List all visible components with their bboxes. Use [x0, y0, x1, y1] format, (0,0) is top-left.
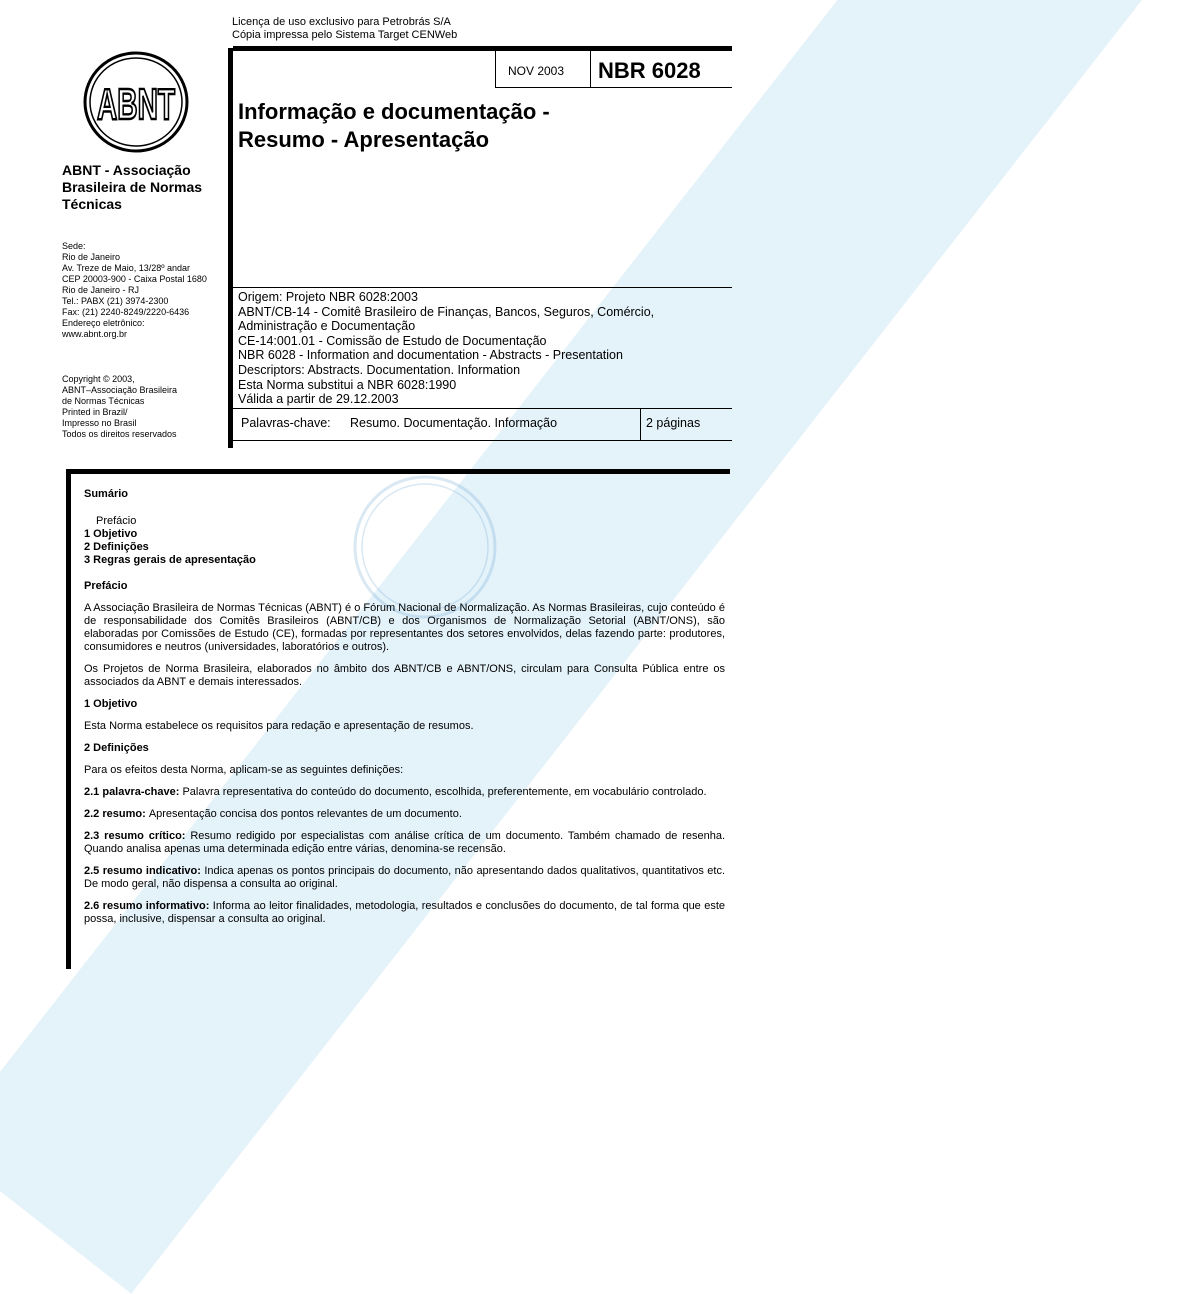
left-frame-bar — [228, 48, 233, 448]
top-frame-bar — [233, 46, 732, 51]
definition-term: 2.1 palavra-chave: — [84, 786, 183, 798]
standard-code: NBR 6028 — [598, 58, 701, 83]
definition-item — [84, 808, 725, 821]
origin-block — [238, 290, 728, 407]
address-line: Sede: — [62, 241, 86, 251]
definition-term: 2.3 resumo crítico: — [84, 830, 191, 842]
definitions-list — [84, 777, 725, 926]
summary-item: 3 Regras gerais de apresentação — [84, 554, 256, 566]
preface-paragraph: Os Projetos de Norma Brasileira, elaborados no âmbito dos ABNT/CB e ABNT/ONS, circulam para Consulta Pública entre os associados da ABNT e demais interessados. — [84, 663, 725, 688]
preface-paragraph: A Associação Brasileira de Normas Técnicas (ABNT) é o Fórum Nacional de Normalização. As Normas Brasileiras, cujo conteúdo é de responsabilidade dos Comitês Brasileiros (ABNT/CB) e dos Organismos de Normalização Setorial (ABNT/ONS), são elaboradas por Comissões de Estudo (CE), formadas por representantes dos setores envolvidos, delas fazendo parte: produtores, consumidores e neutros (universidades, laboratórios e outros). — [84, 602, 725, 653]
definition-item — [84, 830, 725, 856]
origin-line: Origem: Projeto NBR 6028:2003 — [238, 290, 418, 304]
copyright-line: de Normas Técnicas — [62, 396, 145, 406]
origin-line: Descriptors: Abstracts. Documentation. Information — [238, 362, 521, 377]
definition-item — [84, 786, 725, 799]
origin-line: CE-14:001.01 - Comissão de Estudo de Documentação — [238, 333, 547, 348]
summary-item: Prefácio — [96, 515, 137, 527]
origin-line: Administração e Documentação — [238, 319, 416, 334]
origin-line: Válida a partir de 29.12.2003 — [238, 392, 399, 407]
copyright-line: Impresso no Brasil — [62, 418, 137, 428]
preface-heading: Prefácio — [84, 580, 128, 592]
document-body — [84, 488, 725, 926]
copyright-line: Todos os direitos reservados — [62, 429, 177, 439]
origin-top-line — [233, 287, 732, 288]
abnt-logo — [82, 50, 190, 159]
keywords-bottom-line — [233, 440, 732, 441]
definition-text: Informa ao leitor finalidades, metodologia, resultados e conclusões do documento, de tal forma que este possa, inclusive, dispensar a consulta ao original. — [84, 900, 725, 925]
address-line: www.abnt.org.br — [62, 329, 128, 339]
definition-text: Palavra representativa do conteúdo do documento, escolhida, preferentemente, em vocabulário controlado. — [182, 786, 707, 798]
header-underline — [495, 87, 732, 88]
org-name: ABNT - Associação Brasileira de Normas Técnicas — [62, 162, 203, 212]
summary-item: 2 Definições — [84, 541, 149, 553]
definition-text: Indica apenas os pontos principais do documento, não apresentando dados qualitativos, quantitativos etc. De modo geral, não dispensa a consulta ao original. — [84, 865, 726, 890]
definition-term: 2.2 resumo: — [84, 808, 149, 820]
document-title: Informação e documentação - Resumo - Apresentação — [238, 99, 550, 152]
org-address — [62, 241, 207, 340]
keywords-value: Resumo. Documentação. Informação — [350, 416, 558, 430]
summary-heading: Sumário — [84, 488, 129, 500]
keywords-label: Palavras-chave: — [241, 416, 331, 430]
definition-item — [84, 900, 725, 926]
address-line: Rio de Janeiro — [62, 252, 121, 262]
date-divider — [495, 51, 496, 88]
address-line: Endereço eletrônico: — [62, 318, 145, 328]
definition-text: Resumo redigido por especialistas com análise crítica de um documento. Também chamado de resenha. Quando analisa apenas uma determinada edição entre várias, denomina-se recensão. — [84, 830, 725, 855]
origin-line: Esta Norma substitui a NBR 6028:1990 — [238, 377, 457, 392]
copyright-line: Copyright © 2003, — [62, 374, 135, 384]
definicoes-heading: 2 Definições — [84, 742, 149, 754]
body-left-bar — [66, 469, 71, 969]
copyright-line: Printed in Brazil/ — [62, 407, 128, 417]
address-line: Tel.: PABX (21) 3974-2300 — [62, 296, 169, 306]
address-line: Fax: (21) 2240-8249/2220-6436 — [62, 307, 190, 317]
definition-term: 2.6 resumo informativo: — [84, 900, 213, 912]
address-line: CEP 20003-900 - Caixa Postal 1680 — [62, 274, 207, 284]
objetivo-text: Esta Norma estabelece os requisitos para redação e apresentação de resumos. — [84, 720, 474, 732]
copyright-notice — [62, 374, 177, 440]
code-divider — [590, 51, 591, 88]
address-line: Av. Treze de Maio, 13/28º andar — [62, 263, 191, 273]
origin-line: NBR 6028 - Information and documentation - Abstracts - Presentation — [238, 348, 623, 363]
keywords-top-line — [233, 408, 732, 409]
pages-divider — [640, 408, 641, 440]
license-notice: Licença de uso exclusivo para Petrobrás S/A Cópia impressa pelo Sistema Target CENWeb — [232, 16, 458, 41]
page-count: 2 páginas — [646, 416, 701, 430]
copyright-line: ABNT–Associação Brasileira — [62, 385, 178, 395]
summary-item: 1 Objetivo — [84, 528, 138, 540]
publication-date: NOV 2003 — [508, 64, 565, 78]
objetivo-heading: 1 Objetivo — [84, 698, 138, 710]
definition-text: Apresentação concisa dos pontos relevantes de um documento. — [148, 808, 462, 820]
origin-line: ABNT/CB-14 - Comitê Brasileiro de Finanças, Bancos, Seguros, Comércio, — [238, 304, 655, 319]
definition-term: 2.5 resumo indicativo: — [84, 865, 205, 877]
definicoes-intro: Para os efeitos desta Norma, aplicam-se as seguintes definições: — [84, 764, 404, 776]
logo-text: ABNT — [97, 80, 176, 129]
address-line: Rio de Janeiro - RJ — [62, 285, 140, 295]
definition-item — [84, 865, 725, 891]
